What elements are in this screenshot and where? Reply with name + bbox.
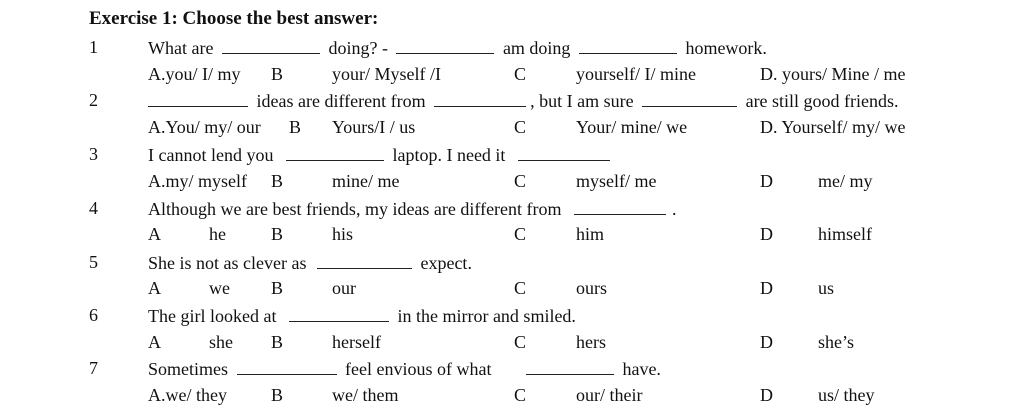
options-1 [0,64,1024,90]
answer-blank[interactable] [579,37,677,54]
option-c[interactable]: him [576,224,605,244]
option-c[interactable]: yourself/ I/ mine [576,64,696,84]
question-text: I cannot lend you laptop. I need it [148,144,614,166]
question-4 [0,198,1024,224]
option-c-label: C [514,224,527,244]
option-b-label: B [271,332,284,352]
question-1 [0,37,1024,63]
option-a[interactable]: A.you/ I/ my [148,64,241,84]
option-c[interactable]: hers [576,332,606,352]
option-b[interactable]: mine/ me [332,171,400,191]
option-c[interactable]: our/ their [576,385,643,405]
question-text: What are doing? - am doing homework. [148,38,767,58]
options-4 [0,224,1024,250]
question-7 [0,358,1024,384]
option-c-label: C [514,332,527,352]
option-b-label: B [271,171,284,191]
option-a-label: A [148,332,161,352]
answer-blank[interactable] [222,37,320,54]
option-d-label: D [760,278,773,298]
option-d-label: D [760,224,773,244]
question-number: 1 [89,37,98,57]
option-d[interactable]: D. yours/ Mine / me [760,64,906,84]
option-a[interactable]: A.we/ they [148,385,227,405]
option-d[interactable]: D. Yourself/ my/ we [760,117,906,137]
option-d-label: D [760,332,773,352]
option-c-label: C [514,117,527,137]
option-b[interactable]: herself [332,332,381,352]
option-b-label: B [271,64,284,84]
question-2 [0,90,1024,116]
question-number: 2 [89,90,98,110]
answer-blank[interactable] [237,358,337,375]
option-d[interactable]: himself [818,224,872,244]
option-b[interactable]: his [332,224,354,244]
option-d[interactable]: she’s [818,332,854,352]
option-b[interactable]: we/ them [332,385,399,405]
option-c-label: C [514,278,527,298]
answer-blank[interactable] [434,90,526,107]
option-a[interactable]: we [209,278,230,298]
answer-blank[interactable] [148,90,248,107]
option-b[interactable]: Yours/I / us [332,117,416,137]
question-number: 3 [89,144,98,164]
option-c[interactable]: myself/ me [576,171,657,191]
question-number: 7 [89,358,98,378]
option-a[interactable]: A.You/ my/ our [148,117,261,137]
answer-blank[interactable] [317,252,412,269]
question-text: Sometimes feel envious of what have. [148,359,661,379]
answer-blank[interactable] [289,305,389,322]
option-a-label: A [148,278,161,298]
answer-blank[interactable] [642,90,737,107]
option-a[interactable]: he [209,224,226,244]
option-d-label: D [760,171,773,191]
option-b-label: B [271,385,284,405]
question-text: She is not as clever as expect. [148,253,472,273]
answer-blank[interactable] [518,144,610,161]
options-7 [0,385,1024,411]
question-6 [0,305,1024,331]
option-b[interactable]: your/ Myself /I [332,64,441,84]
options-5 [0,278,1024,304]
option-b-label: B [271,278,284,298]
option-b[interactable]: our [332,278,356,298]
exercise-title: Exercise 1: Choose the best answer: [89,8,379,29]
option-c[interactable]: ours [576,278,607,298]
option-c-label: C [514,385,527,405]
answer-blank[interactable] [574,198,666,215]
answer-blank[interactable] [286,144,384,161]
question-3 [0,144,1024,170]
question-text: ideas are different from , but I am sure are still good friends. [148,90,899,112]
option-c-label: C [514,64,527,84]
options-3 [0,171,1024,197]
options-6 [0,332,1024,358]
option-a-label: A [148,224,161,244]
option-d[interactable]: me/ my [818,171,873,191]
option-a[interactable]: she [209,332,233,352]
option-d-label: D [760,385,773,405]
option-b-label: B [271,224,284,244]
question-number: 6 [89,305,98,325]
options-2 [0,117,1024,143]
option-a[interactable]: A.my/ myself [148,171,247,191]
option-b-label: B [289,117,302,137]
option-d[interactable]: us [818,278,835,298]
option-c[interactable]: Your/ mine/ we [576,117,688,137]
question-number: 5 [89,252,98,272]
question-number: 4 [89,198,98,218]
option-c-label: C [514,171,527,191]
answer-blank[interactable] [396,37,494,54]
question-text: Although we are best friends, my ideas are different from . [148,199,677,219]
option-d[interactable]: us/ they [818,385,875,405]
answer-blank[interactable] [526,358,614,375]
question-text: The girl looked at in the mirror and smiled. [148,306,576,326]
question-5 [0,252,1024,278]
